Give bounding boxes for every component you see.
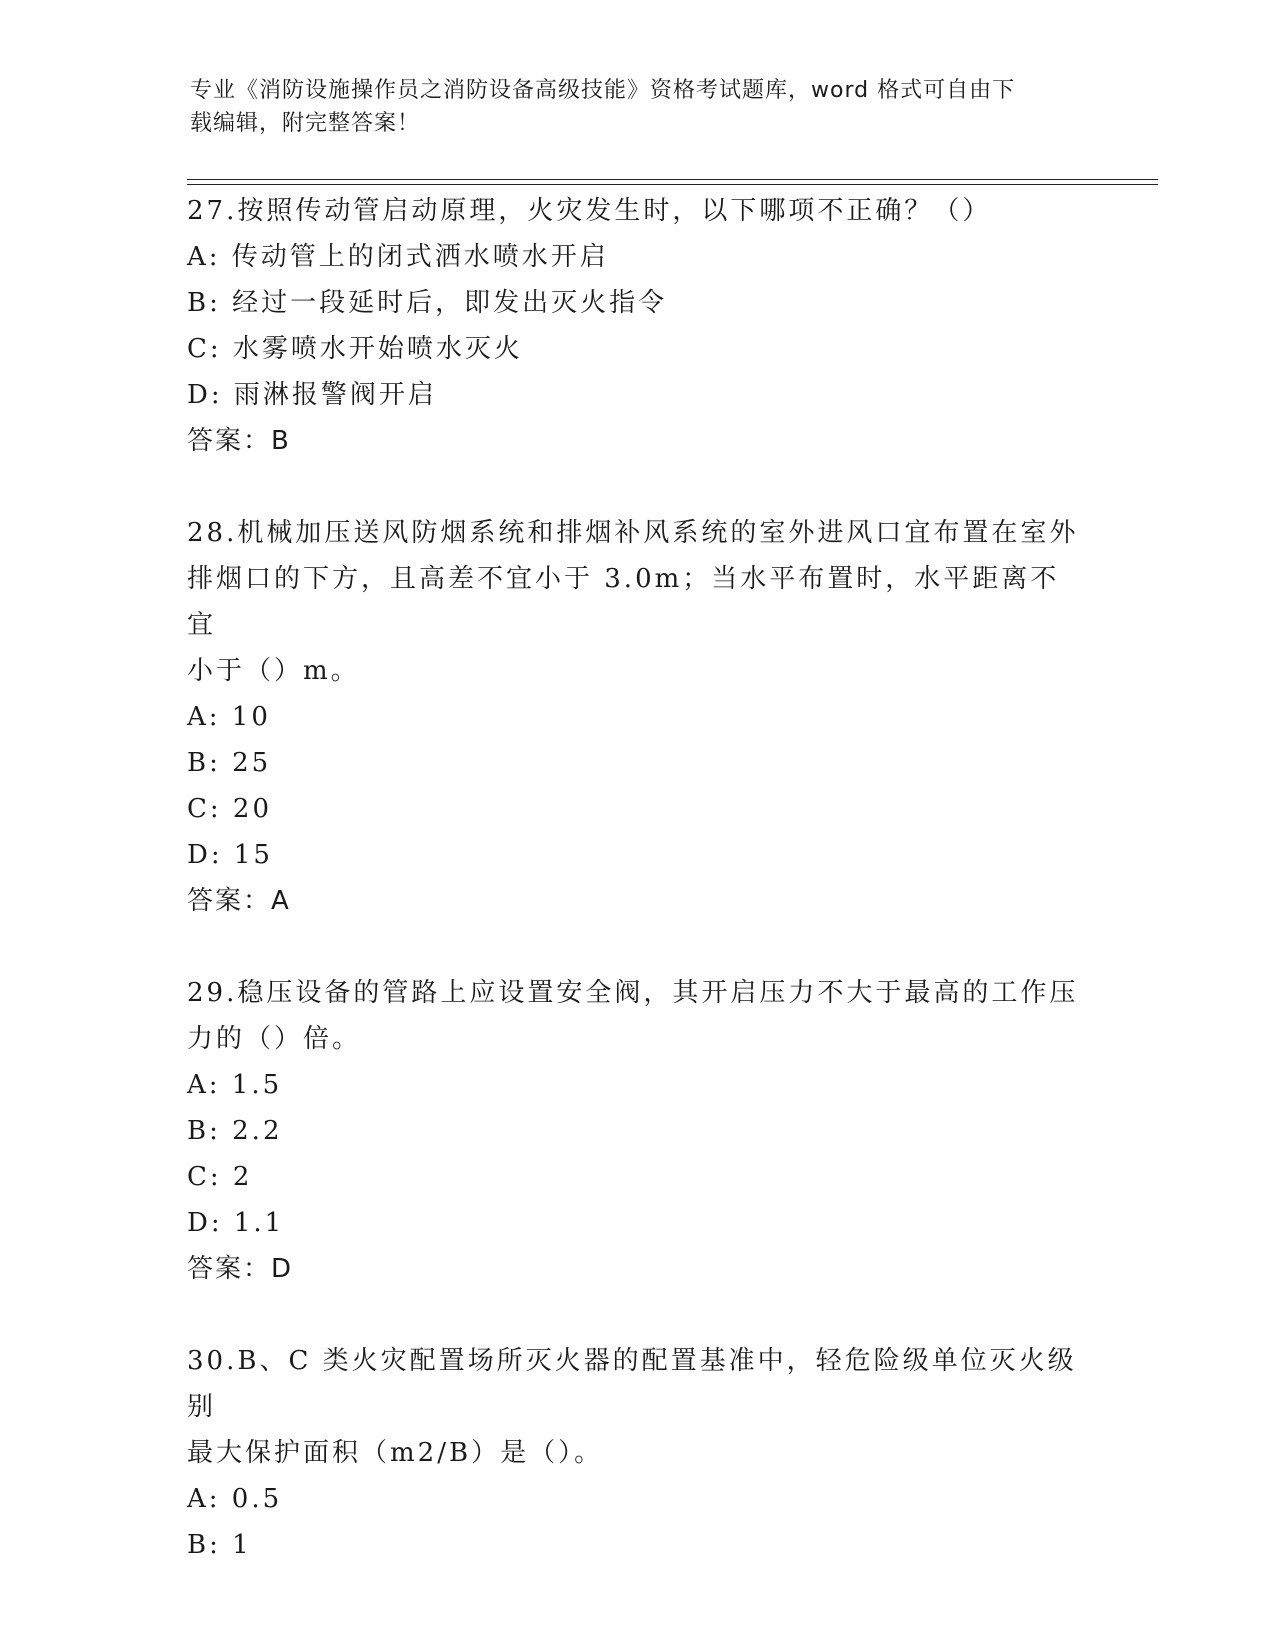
option-b: B: 25 (187, 748, 272, 778)
option-d: D: 1.1 (187, 1208, 285, 1238)
option-c: C: 20 (187, 794, 273, 824)
header-divider-top (187, 179, 1158, 180)
document-header (190, 74, 1090, 140)
option-b: B: 经过一段延时后，即发出灭火指令 (187, 288, 668, 318)
header-line-1: 专业《消防设施操作员之消防设备高级技能》资格考试题库，word 格式可自由下 (190, 78, 1016, 103)
option-a: A: 10 (187, 702, 271, 732)
question-27 (187, 188, 1087, 464)
option-b: B: 2.2 (187, 1116, 283, 1146)
question-spacer (187, 464, 1087, 510)
option-d: D: 15 (187, 840, 273, 870)
option-a: A: 1.5 (187, 1070, 283, 1100)
question-stem-line: 力的（）倍。 (187, 1024, 362, 1054)
question-stem-line: 排烟口的下方，且高差不宜小于 3.0m；当水平布置时，水平距离不宜 (187, 564, 1060, 640)
option-c: C: 水雾喷水开始喷水灭火 (187, 334, 523, 364)
option-d: D: 雨淋报警阀开启 (187, 380, 437, 410)
answer-line: 答案：B (187, 426, 291, 456)
header-line-2: 载编辑，附完整答案！ (190, 111, 421, 136)
answer-line: 答案：D (187, 1254, 294, 1284)
question-spacer (187, 924, 1087, 970)
question-stem-line: 27.按照传动管启动原理，火灾发生时，以下哪项不正确？（） (187, 196, 992, 226)
question-30 (187, 1338, 1087, 1568)
question-stem-line: 最大保护面积（m2/B）是（）。 (187, 1438, 604, 1468)
answer-line: 答案：A (187, 886, 291, 916)
option-b: B: 1 (187, 1530, 252, 1560)
question-28 (187, 510, 1087, 924)
question-list (187, 188, 1087, 1568)
question-stem-line: 30.B、C 类火灾配置场所灭火器的配置基准中，轻危险级单位灭火级别 (187, 1346, 1077, 1422)
option-a: A: 0.5 (187, 1484, 283, 1514)
question-29 (187, 970, 1087, 1292)
question-stem-line: 29.稳压设备的管路上应设置安全阀，其开启压力不大于最高的工作压 (187, 978, 1079, 1008)
header-divider-bottom (187, 184, 1158, 185)
question-spacer (187, 1292, 1087, 1338)
option-a: A: 传动管上的闭式洒水喷水开启 (187, 242, 609, 272)
question-stem-line: 28.机械加压送风防烟系统和排烟补风系统的室外进风口宜布置在室外 (187, 518, 1079, 548)
question-stem-line: 小于（）m。 (187, 656, 360, 686)
option-c: C: 2 (187, 1162, 253, 1192)
